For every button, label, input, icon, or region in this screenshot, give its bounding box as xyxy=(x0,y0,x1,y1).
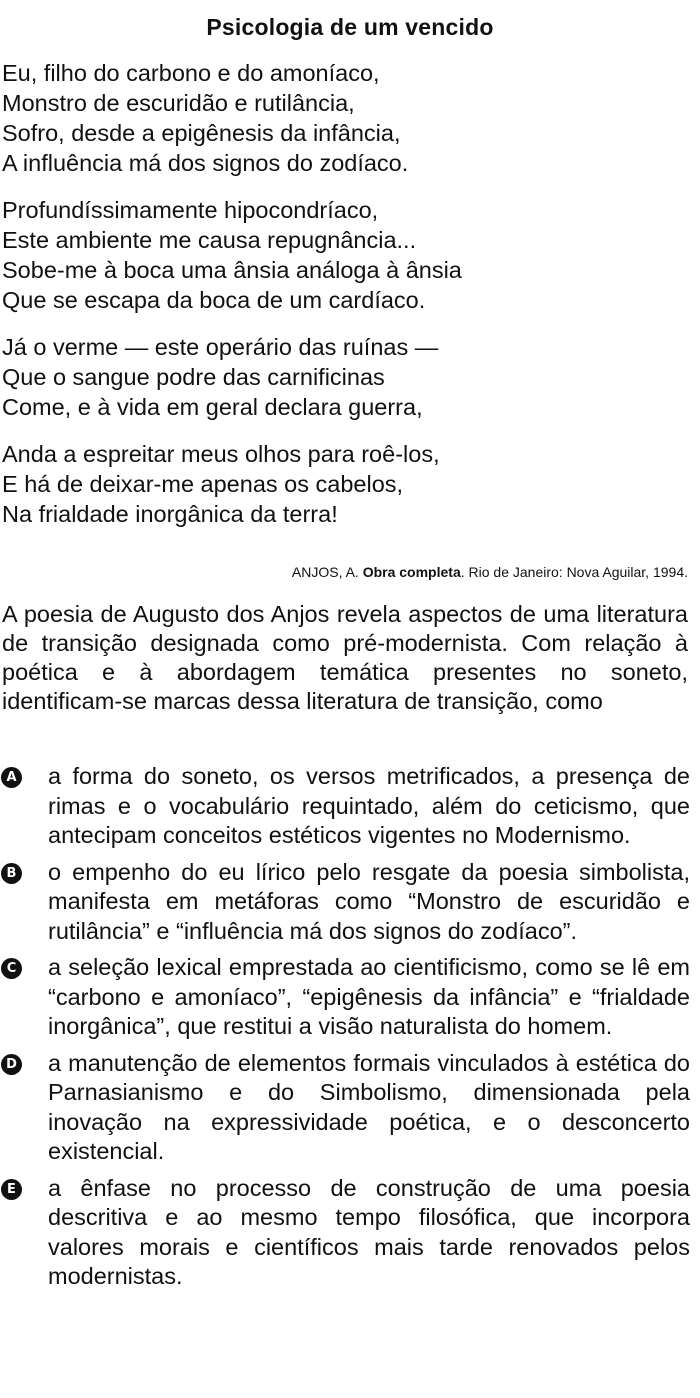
verse: A influência má dos signos do zodíaco. xyxy=(2,150,409,176)
option-e-text: a ênfase no processo de construção de uma poesia descritiva e ao mesmo tempo filosófica, que incorpora valores morais e científicos mais tarde renovados pelos modernistas. xyxy=(48,1174,690,1289)
poem-body xyxy=(2,58,692,546)
stanza xyxy=(2,58,692,178)
verse: Já o verme — este operário das ruínas — xyxy=(2,334,439,360)
citation-publisher: . Rio de Janeiro: Nova Aguilar, 1994. xyxy=(460,564,688,580)
option-c-text: a seleção lexical emprestada ao cientificismo, como se lê em “carbono e amoníaco”, “epigênesis da infância” e “frialdade inorgânica”, que restitui a visão naturalista do homem. xyxy=(48,954,690,1039)
option-e[interactable] xyxy=(0,1174,690,1292)
option-b-text: o empenho do eu lírico pelo resgate da poesia simbolista, manifesta em metáforas como “Monstro de escuridão e rutilância” e “influência má dos signos do zodíaco”. xyxy=(48,858,690,944)
stanza xyxy=(2,195,692,315)
verse: Monstro de escuridão e rutilância, xyxy=(2,90,355,116)
option-e-badge-icon: E xyxy=(1,1179,22,1200)
option-d[interactable] xyxy=(0,1049,690,1167)
poem-title: Psicologia de um vencido xyxy=(206,14,494,40)
verse: Que o sangue podre das carnificinas xyxy=(2,364,385,390)
citation-work: Obra completa xyxy=(362,564,461,580)
verse: Este ambiente me causa repugnância... xyxy=(2,227,417,253)
verse: E há de deixar-me apenas os cabelos, xyxy=(2,471,404,497)
option-c-badge-icon: C xyxy=(1,958,22,979)
verse: Sobe-me à boca uma ânsia análoga à ânsia xyxy=(2,257,462,283)
stanza xyxy=(2,332,692,422)
option-a[interactable] xyxy=(0,762,690,851)
option-b[interactable] xyxy=(0,858,690,947)
answer-options xyxy=(0,762,690,1299)
question-stem: A poesia de Augusto dos Anjos revela aspectos de uma literatura de transição designada como pré-modernista. Com relação à poética e à abordagem temática presentes no soneto, identificam-se marcas dessa literatura de transição, como xyxy=(2,601,688,714)
verse: Na frialdade inorgânica da terra! xyxy=(2,501,338,527)
option-a-badge-icon: A xyxy=(1,767,22,788)
source-citation xyxy=(292,562,688,582)
option-d-text: a manutenção de elementos formais vinculados à estética do Parnasianismo e do Simbolismo, dimensionada pela inovação na expressividade poética, e o desconcerto existencial. xyxy=(48,1049,690,1164)
verse: Anda a espreitar meus olhos para roê-los, xyxy=(2,441,440,467)
verse: Que se escapa da boca de um cardíaco. xyxy=(2,287,426,313)
stanza xyxy=(2,439,692,529)
citation-author: ANJOS, A. xyxy=(291,564,363,580)
option-b-badge-icon: B xyxy=(1,863,22,884)
option-a-text: a forma do soneto, os versos metrificados, a presença de rimas e o vocabulário requintado, além do ceticismo, que antecipam conceitos estéticos vigentes no Modernismo. xyxy=(48,763,690,848)
verse: Sofro, desde a epigênesis da infância, xyxy=(2,120,401,146)
verse: Come, e à vida em geral declara guerra, xyxy=(2,394,423,420)
option-d-badge-icon: D xyxy=(1,1054,22,1075)
option-c[interactable] xyxy=(0,953,690,1042)
verse: Eu, filho do carbono e do amoníaco, xyxy=(2,60,380,86)
verse: Profundíssimamente hipocondríaco, xyxy=(2,197,379,223)
